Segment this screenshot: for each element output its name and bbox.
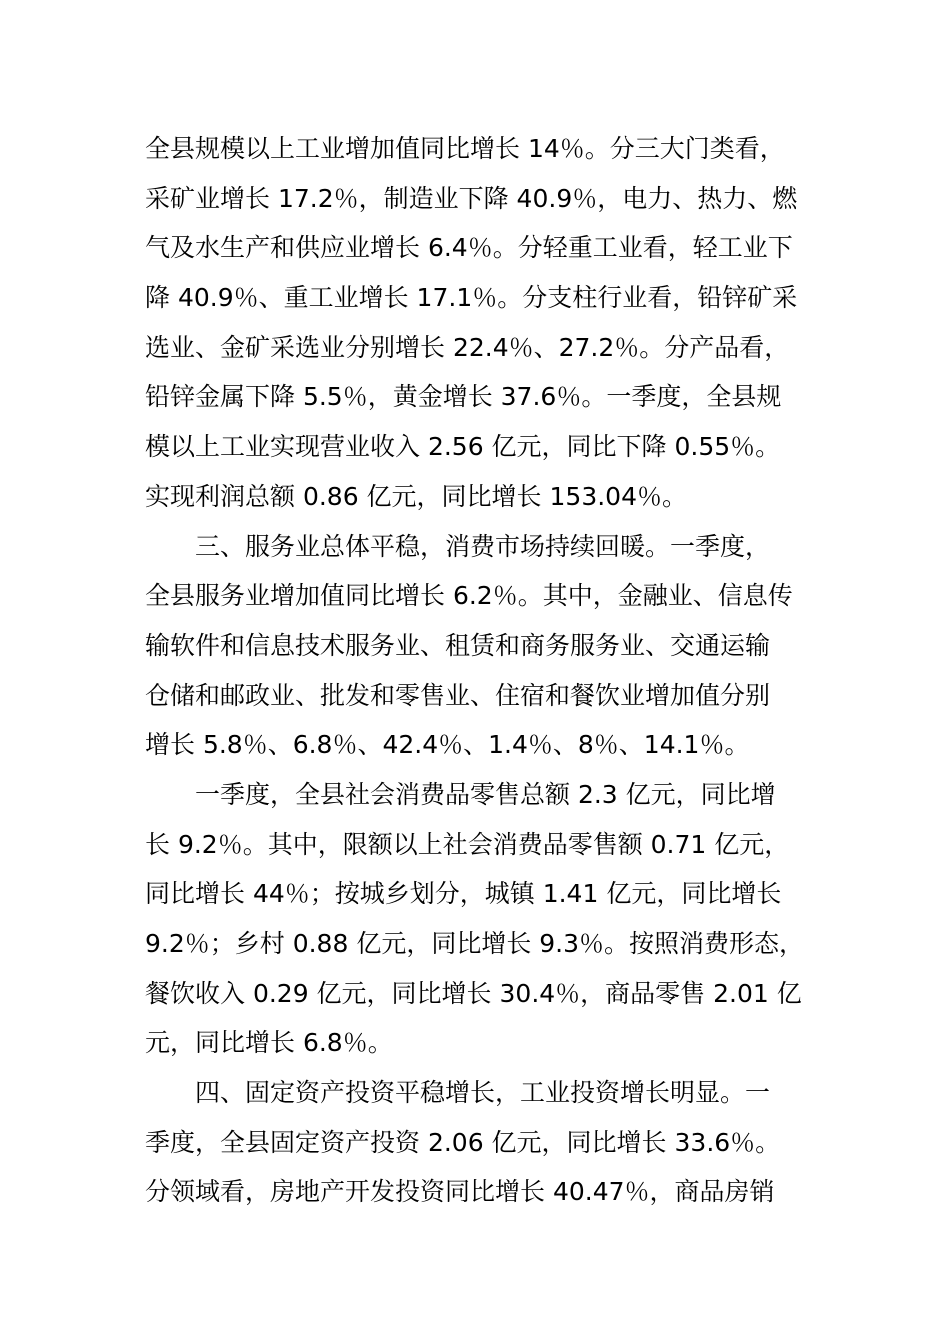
text-line: 9.2％；乡村 0.88 亿元，同比增长 9.3％。按照消费形态， [145, 929, 805, 958]
text-line: 铅锌金属下降 5.5％，黄金增长 37.6％。一季度，全县规 [145, 382, 782, 412]
text-line: 长 9.2％。其中，限额以上社会消费品零售额 0.71 亿元， [145, 829, 790, 859]
text-line: 全县服务业增加值同比增长 6.2％。其中，金融业、信息传 [145, 581, 793, 611]
text-line: 采矿业增长 17.2％，制造业下降 40.9％，电力、热力、燃 [145, 183, 798, 213]
text-line: 分领域看，房地产开发投资同比增长 40.47％，商品房销 [145, 1177, 775, 1207]
paragraph-start-line: 四、固定资产投资平稳增长，工业投资增长明显。一 [195, 1078, 771, 1108]
text-line: 降 40.9％、重工业增长 17.1％。分支柱行业看，铅锌矿采 [145, 283, 798, 313]
text-line: 模以上工业实现营业收入 2.56 亿元，同比下降 0.55％。 [145, 432, 781, 462]
text-line: 同比增长 44％；按城乡划分，城镇 1.41 亿元，同比增长 [145, 879, 782, 909]
text-line: 季度，全县固定资产投资 2.06 亿元，同比增长 33.6％。 [145, 1127, 781, 1157]
text-line: 增长 5.8％、6.8％、42.4％、1.4％、8％、14.1％。 [145, 730, 750, 760]
text-line: 选业、金矿采选业分别增长 22.4％、27.2％。分产品看， [145, 332, 790, 362]
text-line: 气及水生产和供应业增长 6.4％。分轻重工业看，轻工业下 [145, 233, 793, 263]
body-text [145, 124, 835, 1217]
paragraph-start-line: 一季度，全县社会消费品零售总额 2.3 亿元，同比增 [195, 779, 776, 809]
text-line: 元，同比增长 6.8％。 [145, 1028, 393, 1058]
text-line: 全县规模以上工业增加值同比增长 14％。分三大门类看， [145, 134, 785, 163]
text-line: 输软件和信息技术服务业、租赁和商务服务业、交通运输 [145, 630, 771, 660]
text-line: 仓储和邮政业、批发和零售业、住宿和餐饮业增加值分别 [145, 680, 771, 710]
paragraph-start-line: 三、服务业总体平稳，消费市场持续回暖。一季度， [195, 531, 771, 561]
text-line: 实现利润总额 0.86 亿元，同比增长 153.04％。 [145, 481, 687, 511]
text-line: 餐饮收入 0.29 亿元，同比增长 30.4％，商品零售 2.01 亿 [145, 978, 802, 1008]
